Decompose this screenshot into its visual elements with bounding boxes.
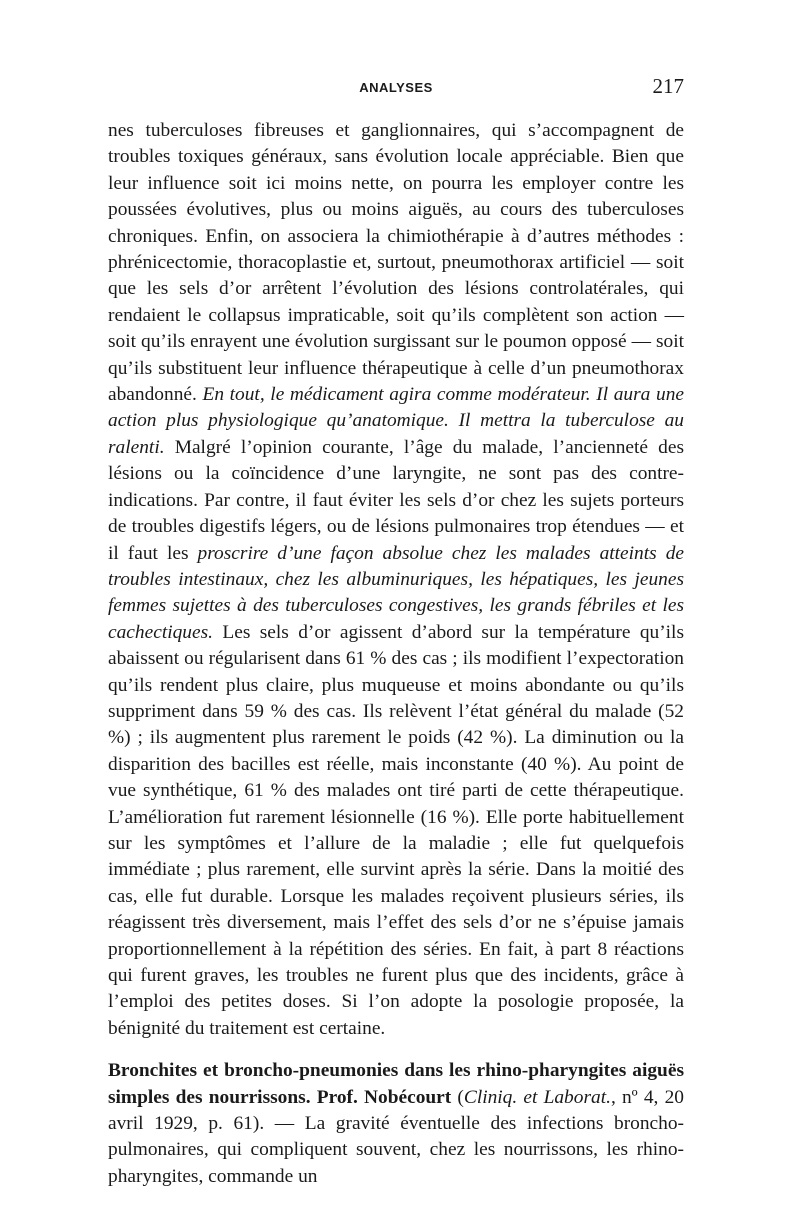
running-title: ANALYSES [359, 80, 433, 95]
article-heading: Bronchites et broncho-pneumonies dans les rhino-pharyngites aiguës simples des nourrissons. Prof. Nobécourt [108, 1060, 684, 1108]
page-number: 217 [652, 74, 684, 98]
paragraph-text: Les sels d’or agissent d’abord sur la température qu’ils abaissent ou régularisent dans 61 % des cas ; ils modifient l’expectoration qu’ils rendent plus claire, plus muqueuse et moins abondante ou qu’ils suppriment dans 59 % des cas. Ils relèvent l’état général du malade (52 %) ; ils augmentent plus rarement le poids (42 %). La diminution ou la disparition des bacilles est réelle, mais inconstante (40 %). Au point de vue synthétique, 61 % des malades ont tiré parti de cette thérapeutique. L’amélioration fut rarement lésionnelle (16 %). Elle porte habituellement sur les symptômes et l’allure de la maladie ; elle fut quelquefois immédiate ; plus rarement, elle survint après la série. Dans la moitié des cas, elle fut durable. Lorsque les malades reçoivent plusieurs séries, ils réagissent très diversement, mais l’effet des sels d’or ne s’épuise jamais proportionnellement à la répétition des séries. En fait, à part 8 réactions qui furent graves, les troubles ne furent plus que des incidents, grâce à l’emploi des petites doses. Si l’on adopte la posologie proposée, la bénignité du traitement est certaine. [108, 621, 684, 1039]
paragraph-gold-salts [108, 118, 684, 1042]
paragraph-text: , nº 4, 20 avril 1929, p. 61). — La gravité éventuelle des infections broncho-pulmonaires, qui compliquent souvent, chez les nourrissons, les rhino-pharyngites, commande un [108, 1086, 684, 1187]
body-text [108, 118, 684, 1190]
running-head [108, 74, 684, 100]
journal-citation: Cliniq. et Laborat. [463, 1086, 611, 1108]
italic-conclusion: En tout, le médicament agira comme modérateur. Il aura une action plus physiologique qu’anatomique. Il mettra la tuberculose au ralenti. [108, 384, 685, 458]
paragraph-bronchitis-review [108, 1058, 684, 1190]
paragraph-text: ( [451, 1086, 464, 1108]
italic-contraindications: proscrire d’une façon absolue chez les malades atteints de troubles intestinaux, chez les albuminuriques, les hépatiques, les jeunes femmes sujettes à des tuberculoses congestives, les grands fébriles et les cachectiques. [108, 542, 684, 643]
paragraph-text: Malgré l’opinion courante, l’âge du malade, l’ancienneté des lésions ou la coïncidence d’une laryngite, ne sont pas des contre-indications. Par contre, il faut éviter les sels d’or chez les sujets porteurs de troubles digestifs légers, ou de lésions pulmonaires trop étendues — et il faut les [108, 436, 684, 564]
paragraph-text: nes tuberculoses fibreuses et ganglionnaires, qui s’accompagnent de troubles toxiques généraux, sans évolution locale appréciable. Bien que leur influence soit ici moins nette, on pourra les employer contre les poussées évolutives, plus ou moins aiguës, au cours des tuberculoses chroniques. Enfin, on associera la chimiothérapie à d’autres méthodes : phrénicectomie, thoracoplastie et, surtout, pneumothorax artificiel — soit que les sels d’or arrêtent l’évolution des lésions controlatérales, qui rendaient le collapsus impraticable, soit qu’ils complètent son action — soit qu’ils enrayent une évolution surgissant sur le poumon opposé — soit qu’ils substituent leur influence thérapeutique à celle d’un pneumothorax abandonné. [108, 120, 684, 406]
